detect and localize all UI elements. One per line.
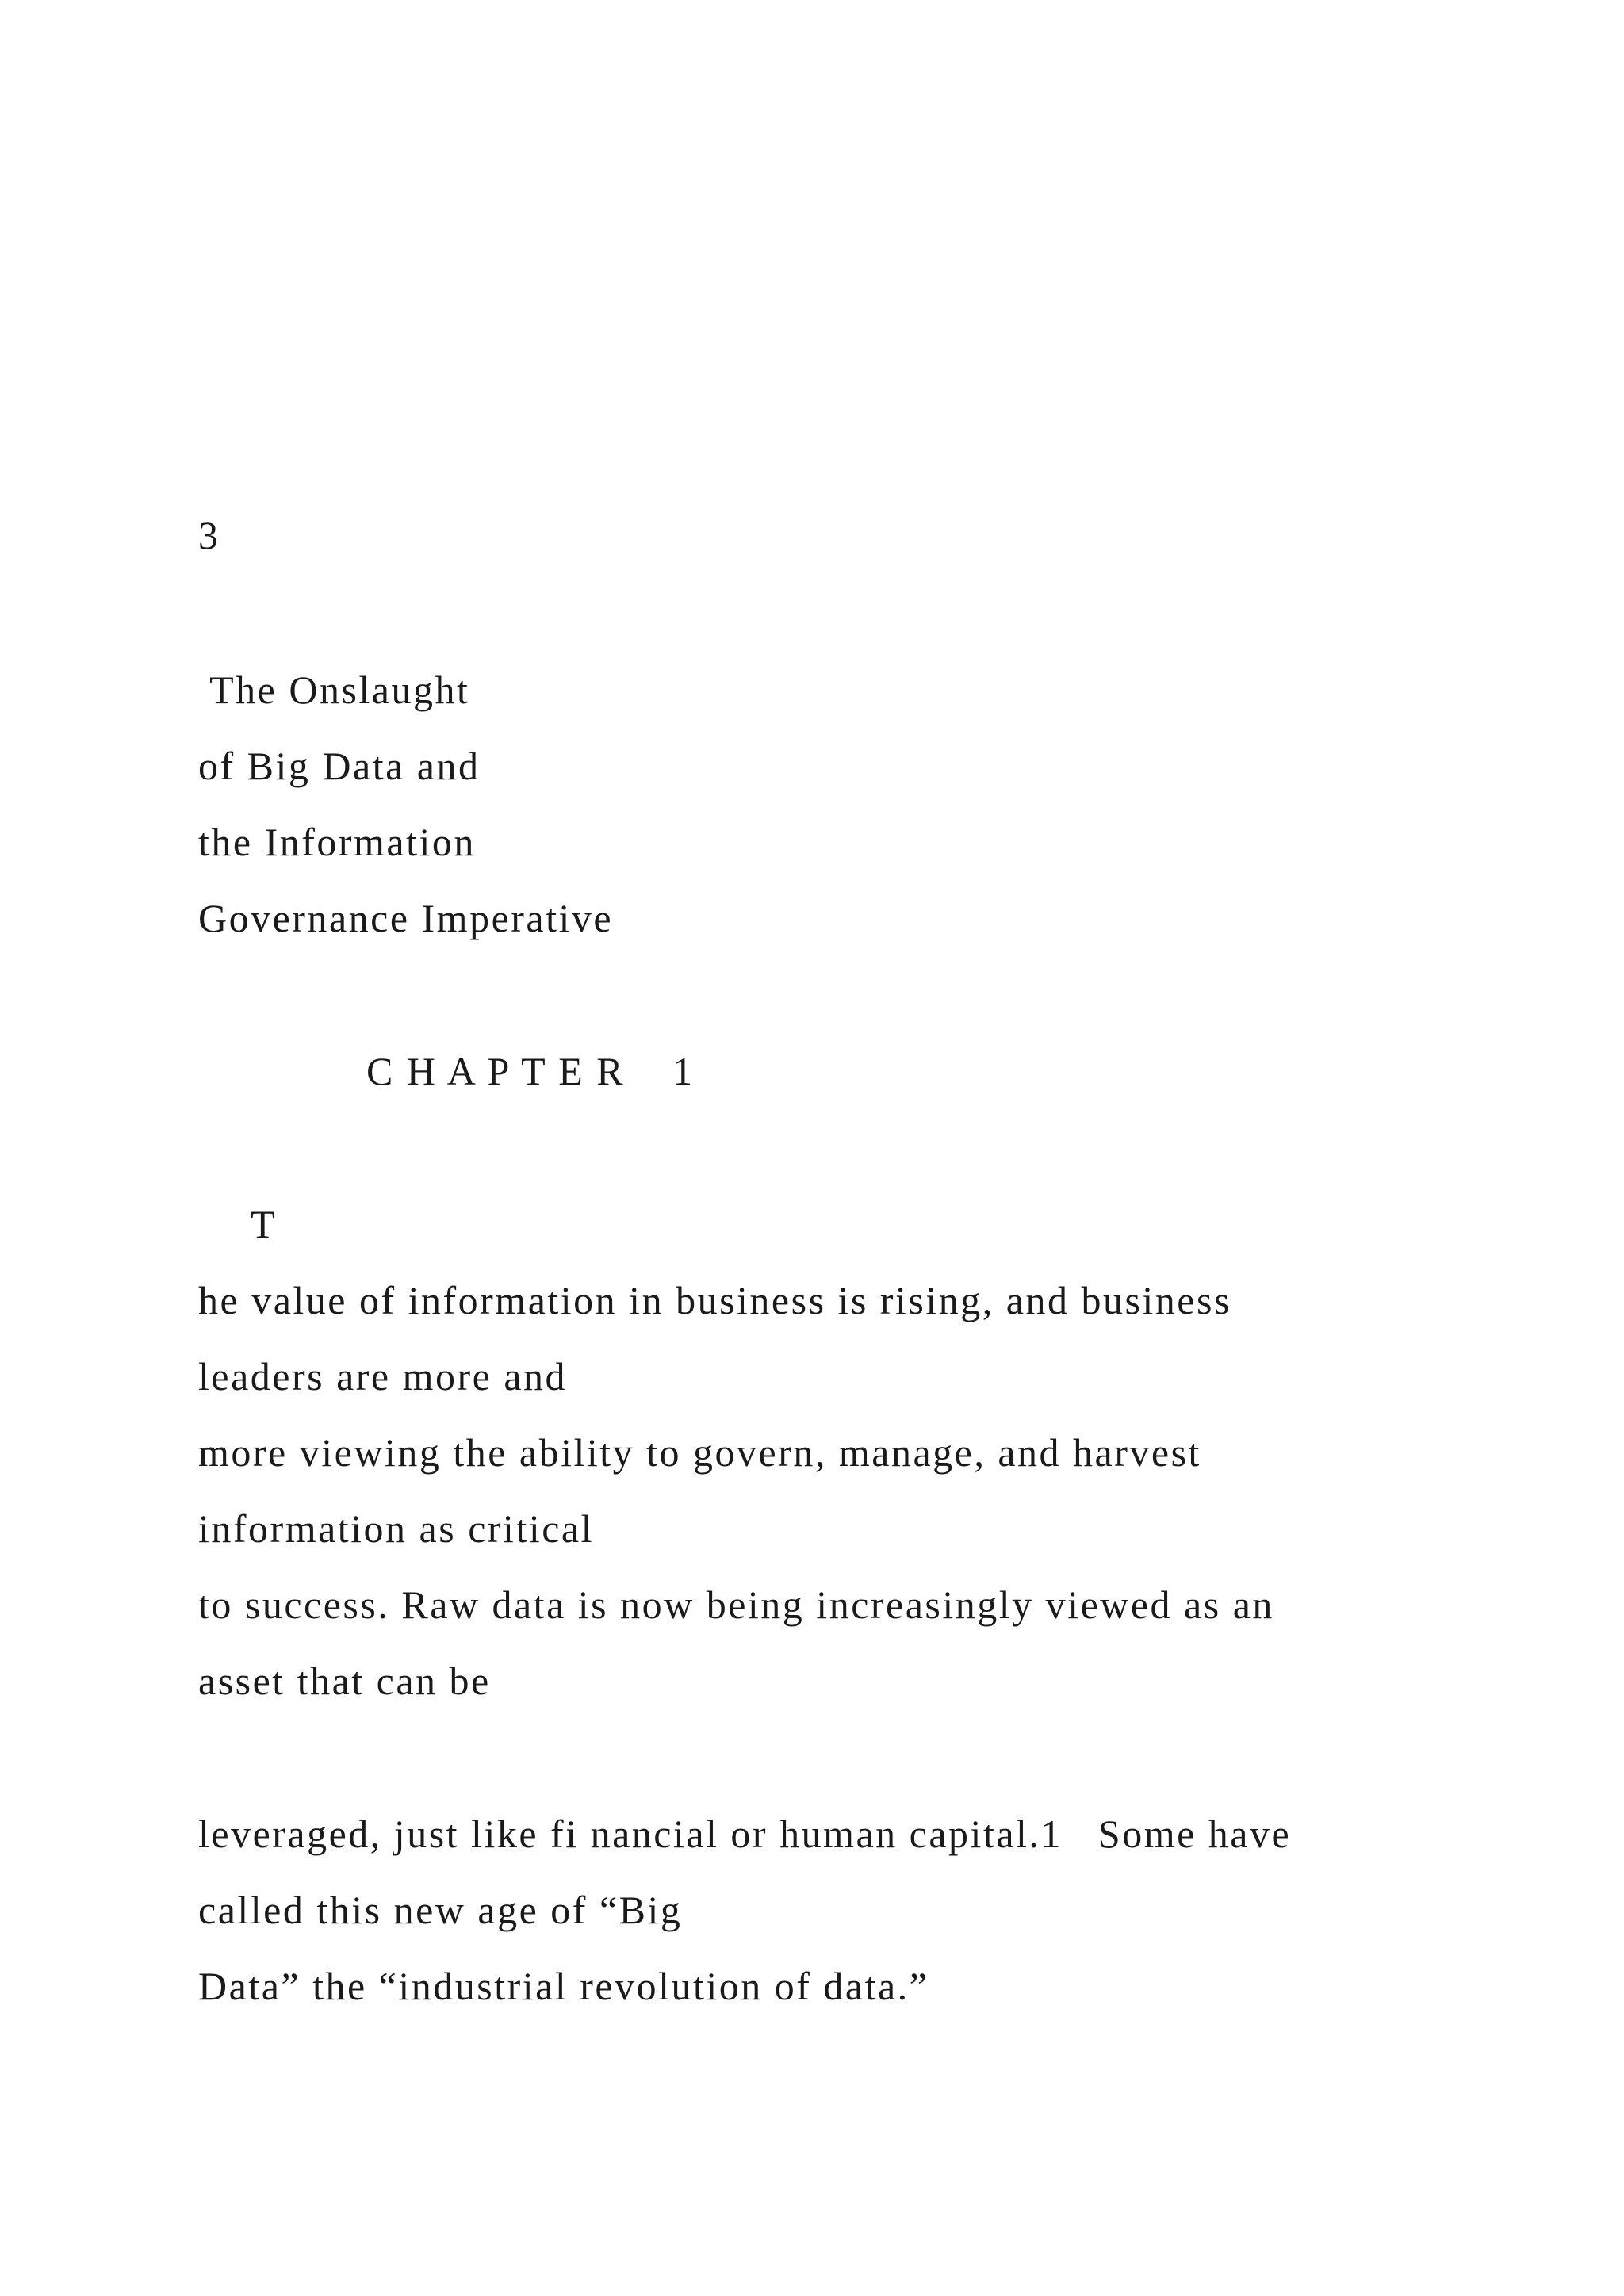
body-line-3: more viewing the ability to govern, manage, and harvest (198, 1430, 1201, 1475)
chapter-title-line-1: The Onslaught (198, 668, 470, 712)
body-line-5: to success. Raw data is now being increasingly viewed as an (198, 1582, 1274, 1627)
body-line-8: called this new age of “Big (198, 1888, 683, 1932)
chapter-title-line-3: the Information (198, 820, 476, 864)
body-line-7: leveraged, just like fi nancial or human capital.1 Some have (198, 1812, 1292, 1856)
chapter-title-line-2: of Big Data and (198, 744, 481, 788)
page-number: 3 (198, 513, 220, 557)
body-line-1: he value of information in business is rising, and business (198, 1278, 1231, 1322)
chapter-title-line-4: Governance Imperative (198, 896, 614, 940)
body-line-6: asset that can be (198, 1659, 491, 1703)
body-line-9: Data” the “industrial revolution of data.” (198, 1964, 929, 2008)
drop-cap: T (251, 1202, 278, 1246)
chapter-label: C H A P T E R 1 (366, 1049, 695, 1093)
body-line-2: leaders are more and (198, 1354, 568, 1399)
body-line-4: information as critical (198, 1506, 595, 1551)
